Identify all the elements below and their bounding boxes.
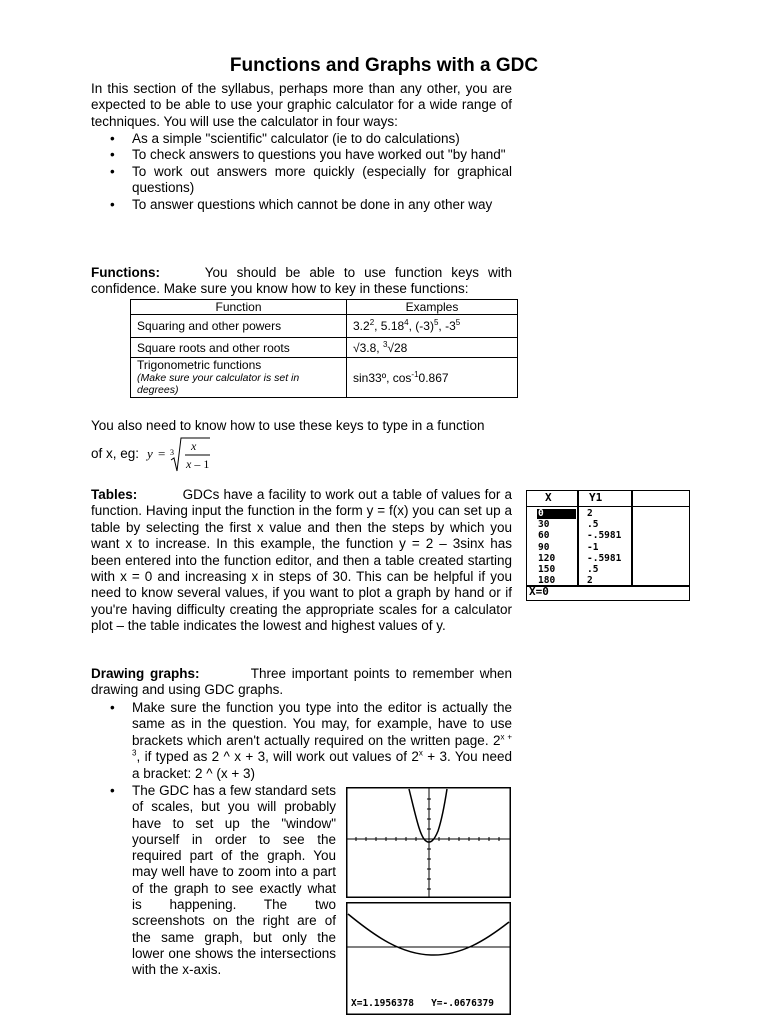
list-item: • To work out answers more quickly (especially for graphical questions) (108, 164, 512, 197)
table-row (131, 358, 518, 398)
table-cell: Trigonometric functions (Make sure your calculator is set in degrees) (131, 358, 347, 398)
tables-text: GDCs have a facility to work out a table of values for a function. Having input the function in the form y = f(x) you can set up a table by selecting the first x value and then the steps by which you want x to increase. In this example, the function y = 2 – 3sinx has been entered into the function editor, and then a table created starting with x = 0 and increasing x in steps of 30. This can be helpful if you need to know several values, if you want to plot a graph by hand or if you're having difficulty creating the appropriate scales for a calculator plot – the table indicates the lowest and highest values of y. (91, 487, 512, 634)
table-row (131, 315, 518, 338)
ways-list (108, 131, 512, 213)
list-item: • To check answers to questions you have worked out "by hand" (108, 147, 512, 163)
functions-heading: Functions: (91, 265, 160, 280)
functions-paragraph (91, 265, 512, 298)
table-row (131, 338, 518, 358)
svg-text:=: = (158, 446, 166, 461)
functions-text: You should be able to use function keys with confidence. Make sure you know how to key in these functions: (91, 265, 512, 297)
svg-text:x – 1: x – 1 (186, 457, 210, 471)
x-values-column: 0 30 60 90 120 150 180 (538, 508, 556, 587)
calculator-table-screen (526, 490, 690, 601)
y-values-column: 2 .5 -.5981 -1 -.5981 .5 2 (587, 508, 622, 587)
graph-readout: X=1.1956378 Y=-.0676379 (351, 998, 494, 1009)
intro-paragraph: In this section of the syllabus, perhaps more than any other, you are expected to be able to use your graphic calculator for a wide range of techniques. You will use the calculator in four ways: (91, 81, 512, 129)
also-paragraph: You also need to know how to use these keys to type in a function (91, 418, 485, 433)
drawing-list-1 (108, 700, 512, 782)
page-title: Functions and Graphs with a GDC (229, 55, 539, 76)
cube-root-formula (144, 436, 224, 476)
svg-text:x: x (191, 439, 197, 453)
list-item: • To answer questions which cannot be done in any other way (108, 197, 512, 213)
table-footer-readout: X=0 (529, 585, 549, 598)
table-header: Examples (347, 300, 518, 315)
tables-paragraph (91, 487, 512, 635)
column-header-x: X (545, 491, 552, 504)
table-cell-math: √3.8, $^3$√28 (347, 338, 518, 358)
list-item: • The GDC has a few standard sets of scales, but you will probably have to set up the "window" yourself in order to see the required part of the graph. You may well have to zoom into a part of the graph to see exactly what is happening. The two screenshots on the right are of the same graph, but only the lower one shows the intersections with the x-axis. (110, 783, 336, 978)
drawing-heading: Drawing graphs: (91, 666, 200, 681)
drawing-list-2 (108, 783, 336, 979)
table-cell: Squaring and other powers (131, 315, 347, 338)
svg-text:y: y (147, 446, 153, 461)
functions-table (130, 299, 518, 398)
table-cell-math: $3.2^2$, 5.18$^4$, $(-3)^5$, $-3^5$ (347, 315, 518, 338)
column-header-y1: Y1 (589, 491, 603, 504)
tables-heading: Tables: (91, 487, 138, 502)
graph-screen-1 (346, 787, 511, 898)
of-x-text: of x, eg: (91, 446, 140, 461)
drawing-paragraph (91, 666, 512, 699)
svg-text:3: 3 (170, 448, 174, 457)
table-header: Function (131, 300, 347, 315)
list-item: • As a simple "scientific" calculator (ie to do calculations) (108, 131, 512, 147)
list-item: • Make sure the function you type into the editor is actually the same as in the question. You may, for example, have to use brackets which aren't actually required on the written page. $2^{x + 3}$, if typed as 2 ^ x + 3, will work out values of $2^x + 3$. You need a bracket: 2 ^ (x + 3) (108, 700, 512, 782)
drawing-text: Three important points to remember when drawing and using GDC graphs. (91, 666, 512, 698)
table-cell-math: sin33º, $\cos^{-1}0.867$ (347, 358, 518, 398)
table-cell: Square roots and other roots (131, 338, 347, 358)
